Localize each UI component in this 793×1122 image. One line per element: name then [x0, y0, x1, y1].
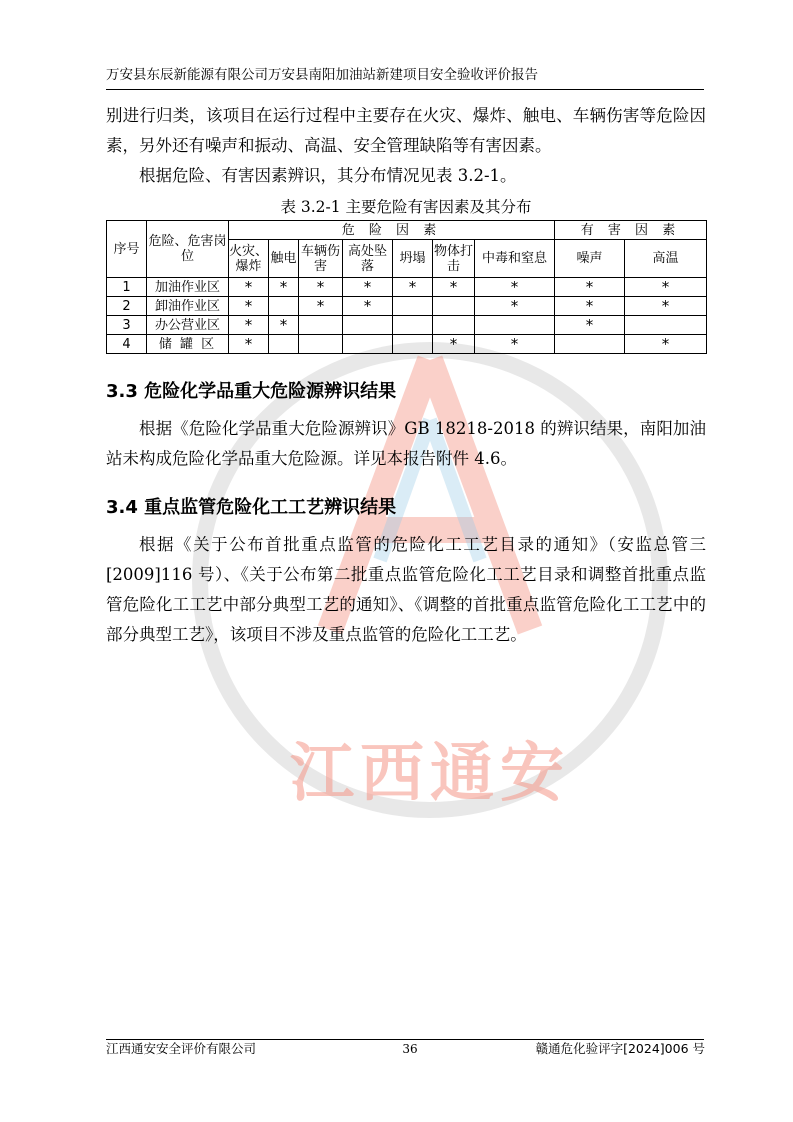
header-rule [106, 89, 704, 90]
cell-mark [433, 297, 475, 316]
footer-report-no: 赣通危化验评字[2024]006 号 [535, 1041, 705, 1056]
cell-mark: * [229, 278, 269, 297]
cell-mark: * [475, 335, 555, 354]
cell-mark [433, 316, 475, 335]
cell-mark [393, 316, 433, 335]
cell-mark [343, 316, 393, 335]
cell-mark [269, 335, 299, 354]
table-row [107, 316, 707, 335]
paragraph-table-ref: 根据危险、有害因素辨识，其分布情况见表 3.2-1。 [139, 166, 517, 185]
cell-mark: * [343, 297, 393, 316]
cell-mark: * [299, 278, 343, 297]
header-post: 危险、危害岗位 [147, 221, 229, 278]
header-collapse: 坍塌 [393, 240, 433, 278]
cell-mark: * [393, 278, 433, 297]
table-row [107, 297, 707, 316]
paragraph-intro: 别进行归类，该项目在运行过程中主要存在火灾、爆炸、触电、车辆伤害等危险因素，另外还有噪声和振动、高温、安全管理缺陷等有害因素。 [106, 106, 706, 155]
cell-mark: * [433, 335, 475, 354]
table-caption: 表 3.2-1 主要危险有害因素及其分布 [280, 198, 532, 216]
header-poison: 中毒和窒息 [475, 240, 555, 278]
cell-seq: 3 [107, 316, 147, 335]
header-fall: 高处坠落 [343, 240, 393, 278]
cell-mark: * [269, 278, 299, 297]
cell-mark: * [555, 316, 625, 335]
header-harm-group: 有 害 因 素 [555, 221, 707, 240]
cell-mark: * [625, 297, 707, 316]
footer-rule [106, 1039, 704, 1040]
section-3-3-title: 3.3 危险化学品重大危险源辨识结果 [106, 381, 397, 402]
cell-post: 储 罐 区 [147, 335, 229, 354]
hazard-distribution-table [106, 220, 707, 354]
watermark-text: 江西通安 [290, 737, 570, 811]
cell-post: 办公营业区 [147, 316, 229, 335]
cell-mark [299, 335, 343, 354]
cell-mark: * [343, 278, 393, 297]
cell-mark: * [555, 278, 625, 297]
header-heat: 高温 [625, 240, 707, 278]
cell-mark [299, 316, 343, 335]
cell-seq: 4 [107, 335, 147, 354]
header-seq: 序号 [107, 221, 147, 278]
cell-mark [625, 316, 707, 335]
cell-mark [475, 316, 555, 335]
cell-mark: * [299, 297, 343, 316]
cell-mark [555, 335, 625, 354]
cell-post: 卸油作业区 [147, 297, 229, 316]
cell-mark [393, 335, 433, 354]
cell-mark: * [229, 316, 269, 335]
cell-mark: * [269, 316, 299, 335]
cell-mark: * [229, 335, 269, 354]
cell-seq: 1 [107, 278, 147, 297]
header-vehicle: 车辆伤害 [299, 240, 343, 278]
page-header: 万安县东辰新能源有限公司万安县南阳加油站新建项目安全验收评价报告 [106, 67, 538, 83]
cell-mark: * [555, 297, 625, 316]
page-body [106, 101, 706, 650]
header-object-strike: 物体打击 [433, 240, 475, 278]
table-row [107, 335, 707, 354]
header-fire: 火灾、爆炸 [229, 240, 269, 278]
header-danger-group: 危 险 因 素 [229, 221, 555, 240]
section-3-3-text: 根据《危险化学品重大危险源辨识》GB 18218-2018 的辨识结果，南阳加油站未构成危险化学品重大危险源。详见本报告附件 4.6。 [106, 419, 706, 468]
cell-mark: * [229, 297, 269, 316]
page-number: 36 [402, 1042, 418, 1056]
table-row [107, 278, 707, 297]
cell-mark [393, 297, 433, 316]
cell-seq: 2 [107, 297, 147, 316]
footer-company: 江西通安安全评价有限公司 [106, 1041, 257, 1056]
cell-mark [269, 297, 299, 316]
section-3-4-text: 根据《关于公布首批重点监管的危险化工工艺目录的通知》（安监总管三[2009]116 号）、《关于公布第二批重点监管危险化工工艺目录和调整首批重点监管危险化工工艺中部分典型工艺的通知》、《调整的首批重点监管危险化工工艺中的部分典型工艺》，该项目不涉及重点监管的危险化工工艺。 [106, 535, 706, 644]
cell-mark: * [475, 278, 555, 297]
section-3-4-title: 3.4 重点监管危险化工工艺辨识结果 [106, 497, 397, 518]
cell-mark [343, 335, 393, 354]
cell-mark: * [475, 297, 555, 316]
header-noise: 噪声 [555, 240, 625, 278]
cell-mark: * [625, 335, 707, 354]
cell-mark: * [625, 278, 707, 297]
cell-mark: * [433, 278, 475, 297]
cell-post: 加油作业区 [147, 278, 229, 297]
header-electric: 触电 [269, 240, 299, 278]
